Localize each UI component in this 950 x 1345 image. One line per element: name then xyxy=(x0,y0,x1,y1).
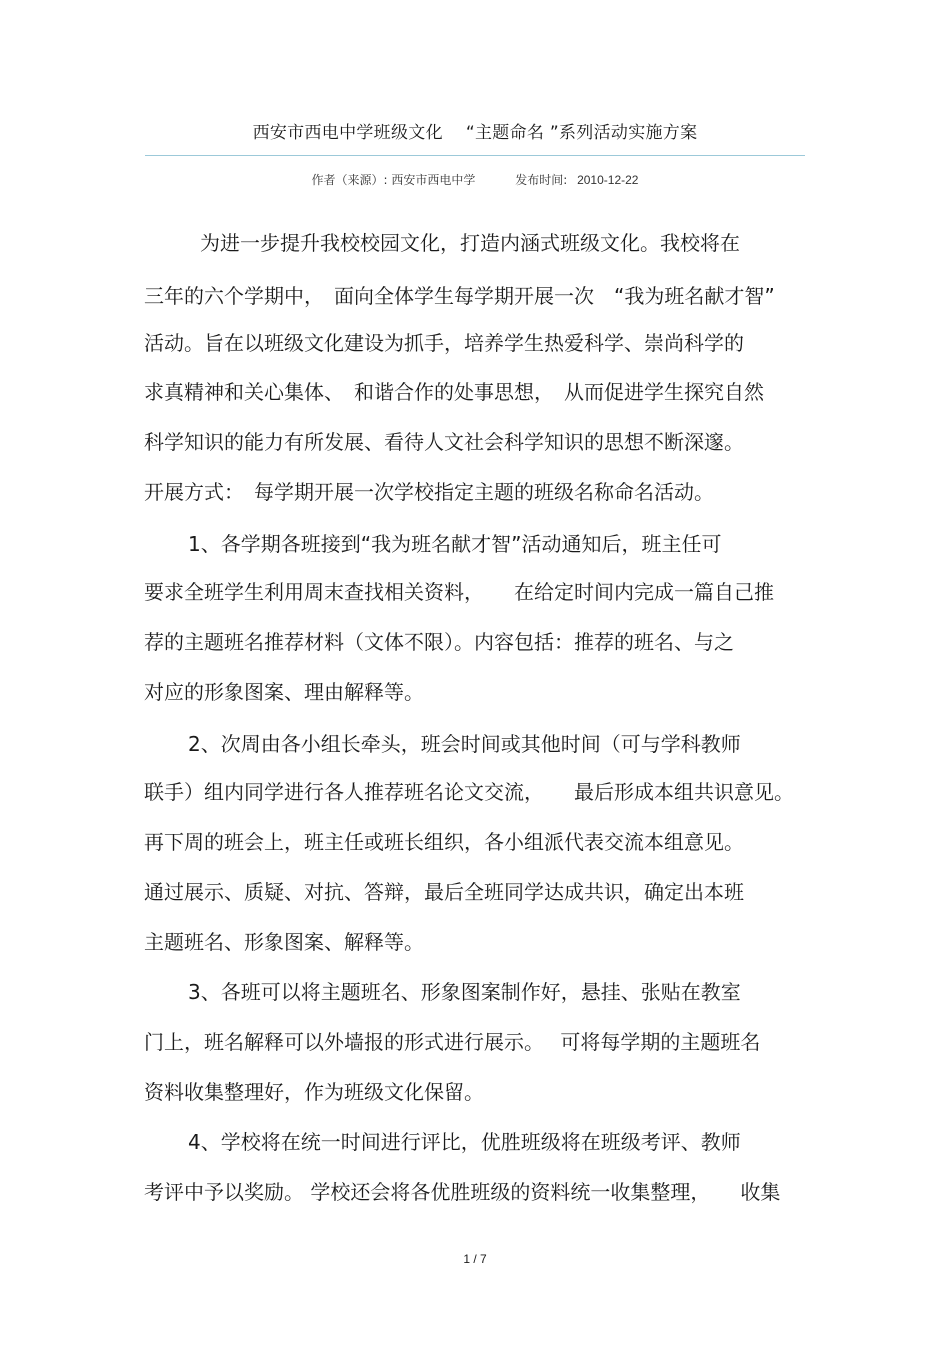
body-line: 联手）组内同学进行各人推荐班名论文交流， 最后形成本组共识意见。 xyxy=(144,780,794,804)
body-line: 再下周的班会上，班主任或班长组织，各小组派代表交流本组意见。 xyxy=(144,830,744,854)
body-line: 2、次周由各小组长牵头，班会时间或其他时间（可与学科教师 xyxy=(188,732,741,756)
document-meta xyxy=(0,171,950,188)
body-line: 对应的形象图案、理由解释等。 xyxy=(144,680,424,704)
body-line: 通过展示、质疑、对抗、答辩，最后全班同学达成共识，确定出本班 xyxy=(144,880,744,904)
body-line: 要求全班学生利用周末查找相关资料， 在给定时间内完成一篇自己推 xyxy=(144,580,774,604)
author-source: 作者（来源）: 西安市西电中学 xyxy=(311,173,476,187)
body-line: 三年的六个学期中， 面向全体学生每学期开展一次 “我为班名献才智” xyxy=(144,284,775,308)
body-line: 荐的主题班名推荐材料（文体不限）。内容包括：推荐的班名、与之 xyxy=(144,630,734,654)
page-number: 1 / 7 xyxy=(463,1252,487,1266)
body-line: 主题班名、形象图案、解释等。 xyxy=(144,930,424,954)
publish-date: 2010-12-22 xyxy=(577,173,639,187)
publish-date-label: 发布时间: xyxy=(515,173,568,187)
body-line: 为进一步提升我校校园文化，打造内涵式班级文化。我校将在 xyxy=(200,231,740,255)
body-line: 科学知识的能力有所发展、看待人文社会科学知识的思想不断深邃。 xyxy=(144,430,744,454)
body-line: 活动。旨在以班级文化建设为抓手，培养学生热爱科学、崇尚科学的 xyxy=(144,331,744,355)
body-line: 考评中予以奖励。 学校还会将各优胜班级的资料统一收集整理， 收集 xyxy=(144,1180,781,1204)
body-line: 4、学校将在统一时间进行评比，优胜班级将在班级考评、教师 xyxy=(188,1130,741,1154)
title-divider xyxy=(145,155,805,156)
document-title: 西安市西电中学班级文化 “主题命名 ”系列活动实施方案 xyxy=(252,123,698,143)
body-line: 开展方式： 每学期开展一次学校指定主题的班级名称命名活动。 xyxy=(144,480,714,504)
body-line: 门上，班名解释可以外墙报的形式进行展示。 可将每学期的主题班名 xyxy=(144,1030,761,1054)
body-line: 求真精神和关心集体、 和谐合作的处事思想， 从而促进学生探究自然 xyxy=(144,380,764,404)
body-line: 3、各班可以将主题班名、形象图案制作好，悬挂、张贴在教室 xyxy=(188,980,741,1004)
body-line: 资料收集整理好，作为班级文化保留。 xyxy=(144,1080,484,1104)
body-line: 1、各学期各班接到“我为班名献才智”活动通知后，班主任可 xyxy=(188,532,722,556)
